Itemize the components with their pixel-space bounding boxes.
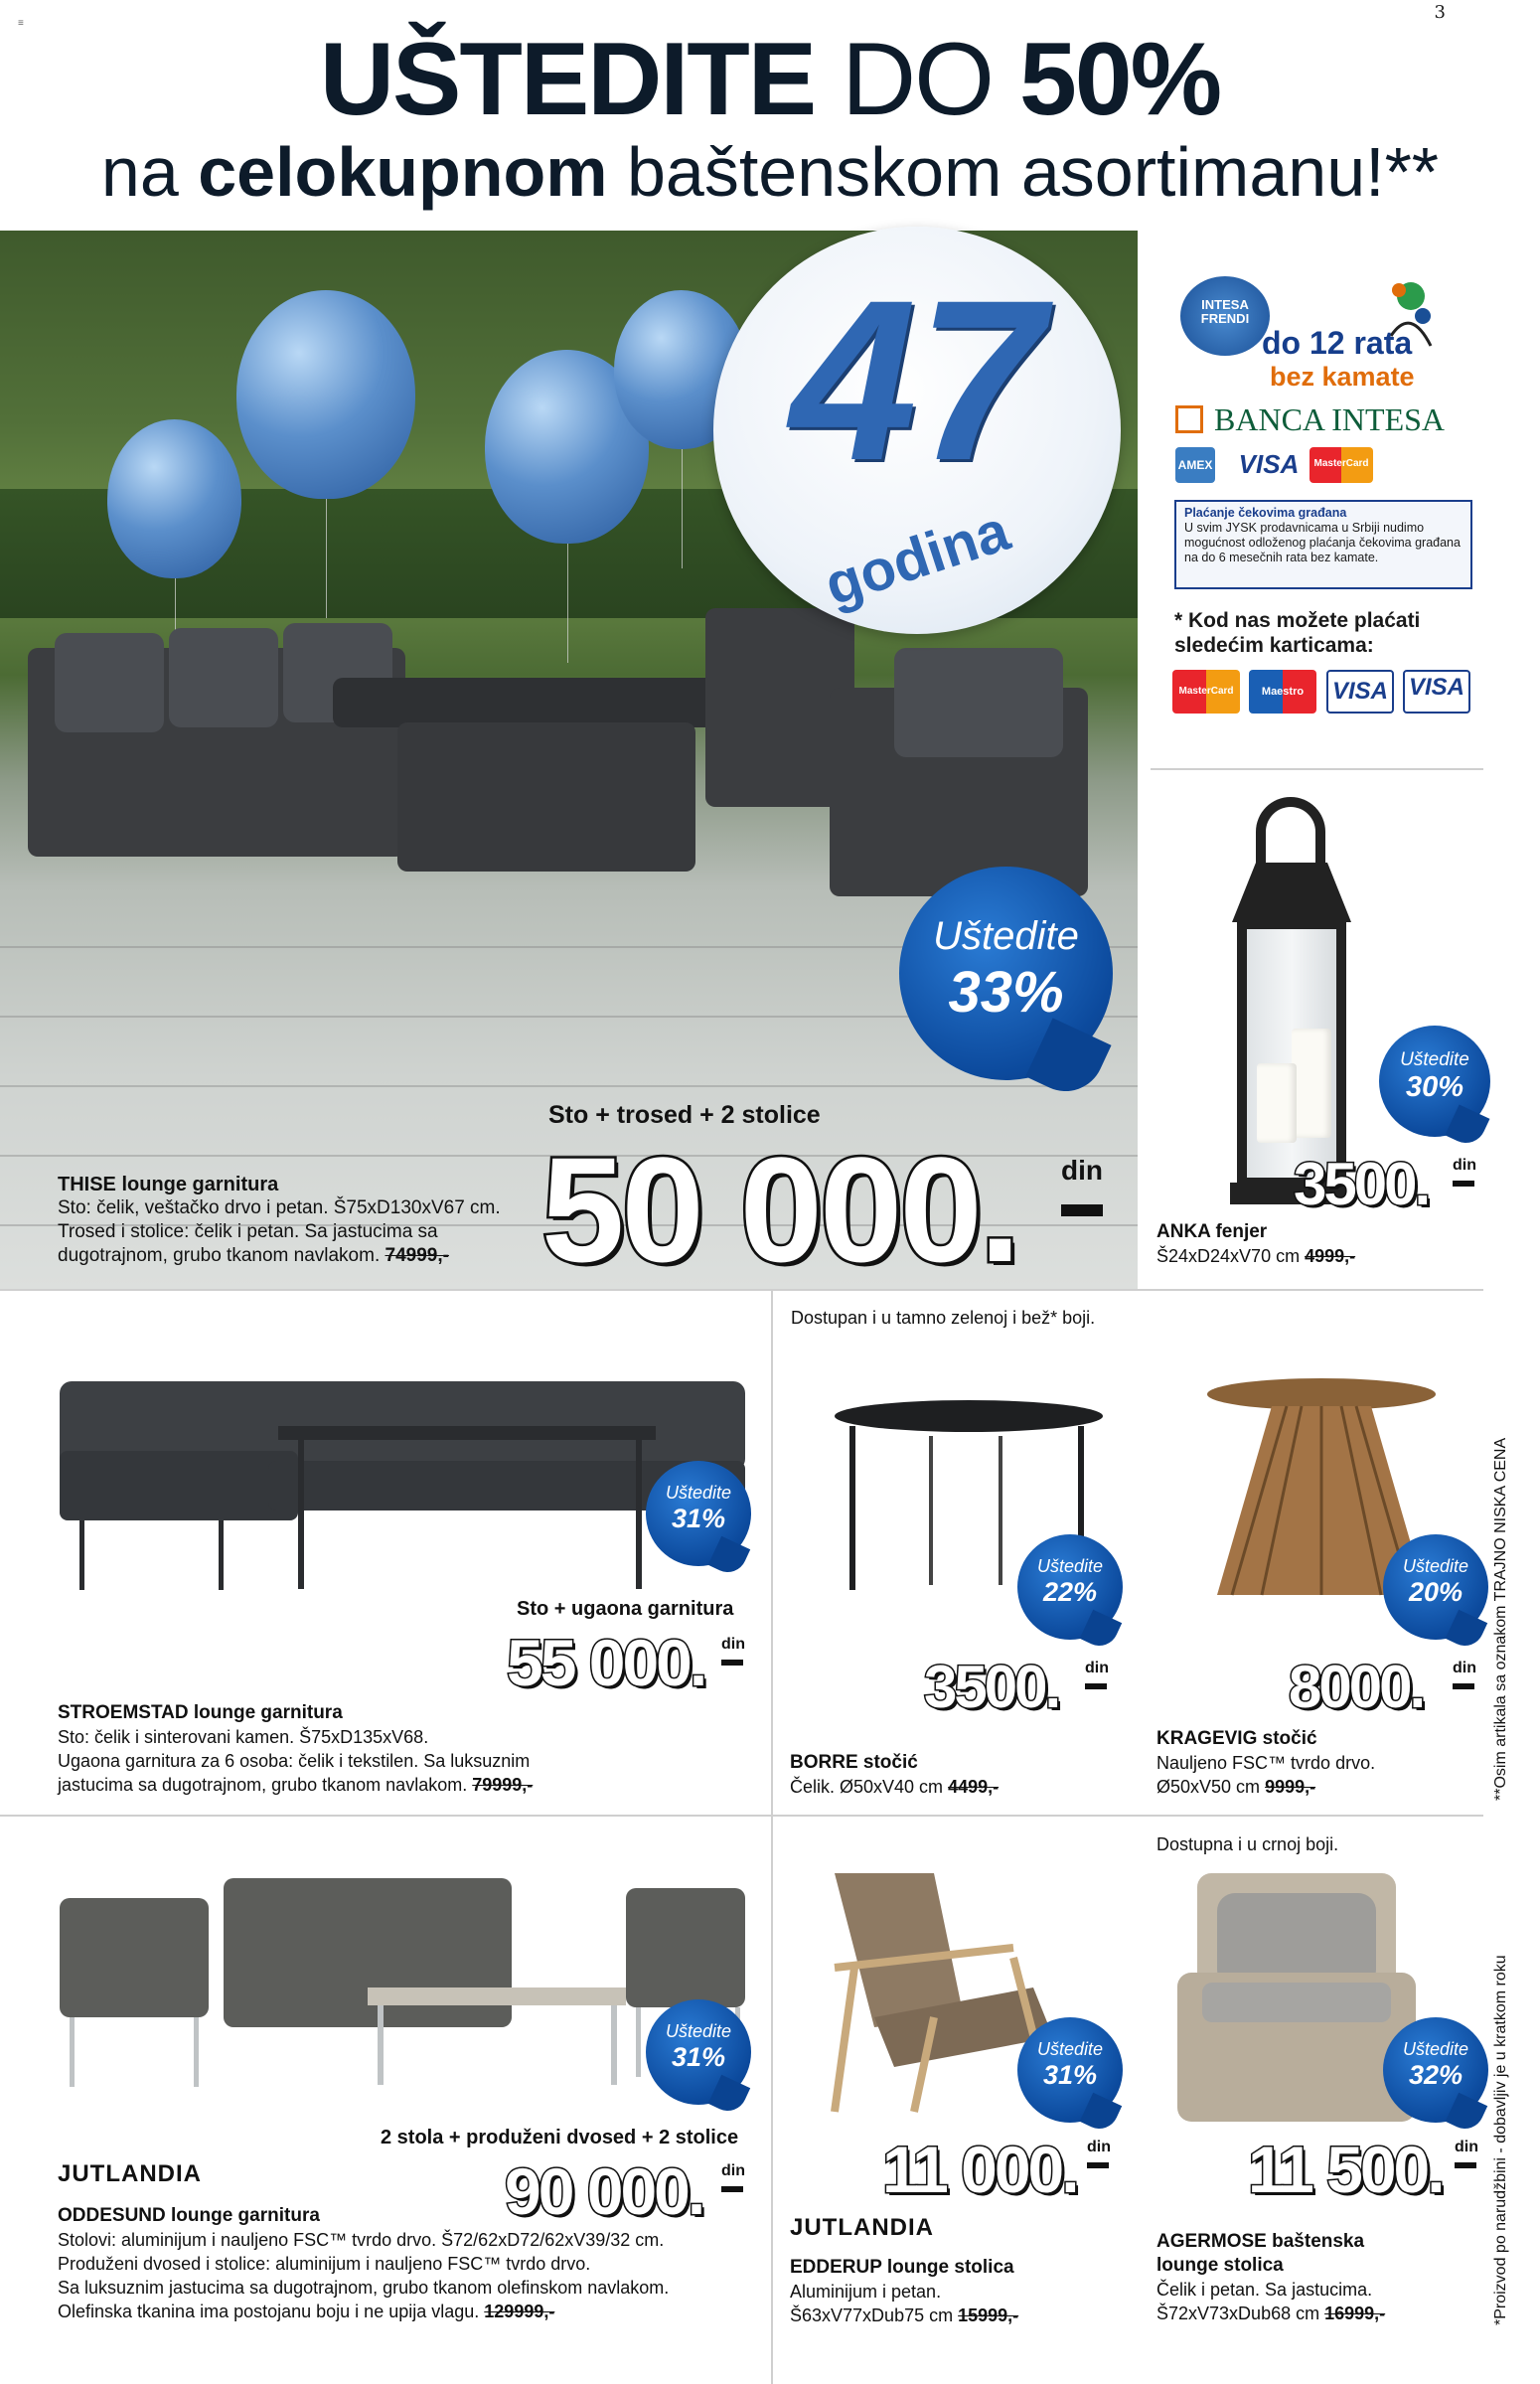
save-word: Uštedite xyxy=(665,1483,732,1503)
rate-line2: bez kamate xyxy=(1270,362,1415,392)
save-bubble-agermose xyxy=(1383,2017,1488,2123)
agermose-title-2: lounge stolica xyxy=(1156,2255,1284,2276)
save-word: Uštedite xyxy=(1400,1049,1469,1070)
save-bubble-oddesund xyxy=(646,1999,751,2105)
stroemstad-price: 55 000. xyxy=(507,1626,705,1699)
cushion xyxy=(894,648,1063,757)
save-bubble-borre xyxy=(1017,1534,1123,1640)
save-pct: 20% xyxy=(1408,1577,1463,1607)
maestro-card-icon: Maestro xyxy=(1249,670,1316,714)
edderup-price: 11 000. xyxy=(882,2133,1077,2206)
cushion xyxy=(55,633,164,732)
currency-bar xyxy=(1087,2162,1109,2168)
balloon xyxy=(107,419,241,578)
stroemstad-title: STROEMSTAD lounge garnitura xyxy=(58,1702,343,1723)
hero-set-label: Sto + trosed + 2 stolice xyxy=(548,1101,821,1129)
agermose-old-price: 16999,- xyxy=(1324,2304,1386,2323)
oddesund-currency: din xyxy=(721,2162,745,2179)
anka-title: ANKA fenjer xyxy=(1156,1221,1268,1242)
save-bubble-stroemstad xyxy=(646,1461,751,1566)
currency-bar xyxy=(721,1660,743,1666)
mastercard-icon: MasterCard xyxy=(1172,670,1240,714)
agermose-desc-2: Š72xV73xDub68 cm xyxy=(1156,2304,1320,2323)
stroemstad-image xyxy=(60,1361,745,1600)
oddesund-desc-1: Stolovi: aluminijum i nauljeno FSC™ tvrdo drvo. Š72/62xD72/62xV39/32 cm. xyxy=(58,2230,665,2250)
cheque-payment-box xyxy=(1174,500,1472,589)
oddesund-set-label: 2 stola + produženi dvosed + 2 stolice xyxy=(381,2127,739,2148)
borre-desc: Čelik. Ø50xV40 cm xyxy=(790,1777,944,1797)
cushion xyxy=(169,628,278,727)
headline2-post: baštenskom asortimanu!** xyxy=(626,133,1440,211)
edderup-desc-1: Aluminijum i petan. xyxy=(790,2282,942,2302)
agermose-price: 11 500. xyxy=(1248,2133,1443,2206)
installments-text xyxy=(1262,326,1415,394)
currency-bar xyxy=(1453,1181,1474,1187)
agermose-desc-1: Čelik i petan. Sa jastucima. xyxy=(1156,2280,1373,2300)
divider xyxy=(771,1289,773,2384)
save-bubble-edderup xyxy=(1017,2017,1123,2123)
anka-text xyxy=(1156,1220,1355,1268)
hero-title: THISE lounge garnitura xyxy=(58,1174,279,1195)
save-word: Uštedite xyxy=(1036,1556,1104,1576)
anka-currency: din xyxy=(1453,1157,1476,1174)
oddesund-price: 90 000. xyxy=(505,2154,703,2228)
stroemstad-text xyxy=(58,1701,533,1797)
cards-note xyxy=(1174,608,1420,658)
balloon xyxy=(236,290,415,499)
save-bubble-anka xyxy=(1379,1026,1490,1137)
candle xyxy=(1292,1029,1331,1138)
hero-price: 50 000. xyxy=(541,1126,1018,1289)
currency-bar xyxy=(1453,1683,1474,1689)
lantern-handle xyxy=(1256,797,1325,867)
intesa-frendi-logo: INTESA FRENDI xyxy=(1180,276,1270,356)
headline-light: DO xyxy=(842,22,994,137)
amex-card-icon: AMEX xyxy=(1175,447,1215,483)
anka-desc: Š24xD24xV70 cm xyxy=(1156,1246,1301,1266)
hero-currency: din xyxy=(1061,1155,1103,1186)
edderup-title: EDDERUP lounge stolica xyxy=(790,2257,1014,2278)
kragevig-old-price: 9999,- xyxy=(1265,1777,1316,1797)
visa-card-icon: VISA xyxy=(1326,670,1394,714)
agermose-text xyxy=(1156,2230,1385,2325)
edderup-desc-2: Š63xV77xDub75 cm xyxy=(790,2305,954,2325)
currency-bar xyxy=(721,2186,743,2192)
save-word: Uštedite xyxy=(1402,1556,1469,1576)
lantern-cap xyxy=(1232,863,1351,922)
stroemstad-set-label: Sto + ugaona garnitura xyxy=(517,1598,734,1620)
rate-line1: do 12 rata xyxy=(1262,325,1413,361)
save-pct: 33% xyxy=(948,960,1064,1025)
headline2-pre: na xyxy=(100,133,179,211)
borre-title: BORRE stočić xyxy=(790,1752,918,1773)
save-pct: 31% xyxy=(1042,2060,1098,2090)
hero-desc-3: dugotrajnom, grubo tkanom navlakom. xyxy=(58,1245,381,1266)
hero-desc-1: Sto: čelik, veštačko drvo i petan. Š75xD130xV67 cm. xyxy=(58,1197,501,1218)
kragevig-title: KRAGEVIG stočić xyxy=(1156,1728,1317,1749)
oddesund-brand: JUTLANDIA xyxy=(58,2160,202,2187)
headline-line1 xyxy=(0,22,1540,137)
candle xyxy=(1257,1063,1297,1143)
headline2-bold: celokupnom xyxy=(198,133,608,211)
badge-word: godina xyxy=(817,498,1017,618)
anniversary-badge xyxy=(713,227,1121,634)
save-pct: 31% xyxy=(671,2042,726,2072)
stroemstad-old-price: 79999,- xyxy=(472,1775,534,1795)
hero-old-price: 74999,- xyxy=(385,1245,449,1266)
edderup-old-price: 15999,- xyxy=(958,2305,1019,2325)
save-word: Uštedite xyxy=(1036,2039,1104,2059)
hero-desc-2: Trosed i stolice: čelik i petan. Sa jastucima sa xyxy=(58,1221,438,1242)
divider xyxy=(0,1289,1483,1291)
agermose-image xyxy=(1177,1873,1416,2132)
oddesund-desc-3: Sa luksuznim jastucima sa dugotrajnom, grubo tkanom olefinskom navlakom. xyxy=(58,2278,670,2298)
save-word: Uštedite xyxy=(665,2021,732,2041)
cheque-box-title: Plaćanje čekovima građana xyxy=(1184,506,1347,520)
mastercard-icon: MasterCard xyxy=(1309,447,1373,483)
stroemstad-desc-1: Sto: čelik i sinterovani kamen. Š75xD135xV68. xyxy=(58,1727,429,1747)
table-top xyxy=(333,678,770,727)
save-pct: 32% xyxy=(1408,2060,1463,2090)
borre-old-price: 4499,- xyxy=(948,1777,1000,1797)
edderup-currency: din xyxy=(1087,2139,1111,2155)
stroemstad-desc-3: jastucima sa dugotrajnom, grubo tkanom navlakom. xyxy=(58,1775,468,1795)
divider xyxy=(1151,768,1483,770)
save-word: Uštedite xyxy=(933,914,1079,958)
banca-intesa-icon xyxy=(1175,405,1203,433)
stroemstad-desc-2: Ugaona garnitura za 6 osoba: čelik i tekstilen. Sa luksuznim xyxy=(58,1751,531,1771)
visa-electron-card-icon: VISA xyxy=(1403,670,1470,714)
borre-currency: din xyxy=(1085,1660,1109,1676)
kragevig-desc-1: Nauljeno FSC™ tvrdo drvo. xyxy=(1156,1753,1376,1773)
cards-note-1: * Kod nas možete plaćati xyxy=(1174,609,1421,632)
oddesund-image xyxy=(60,1878,745,2097)
oddesund-text xyxy=(58,2204,669,2323)
table-base xyxy=(397,722,695,872)
hero-description xyxy=(58,1173,501,1268)
save-word: Uštedite xyxy=(1402,2039,1469,2059)
visa-card-icon: VISA xyxy=(1232,447,1306,483)
kragevig-text xyxy=(1156,1727,1375,1799)
banca-intesa-name: BANCA INTESA xyxy=(1214,401,1446,437)
stroemstad-currency: din xyxy=(721,1636,745,1653)
borre-note: Dostupan i u tamno zelenoj i bež* boji. xyxy=(791,1308,1096,1328)
oddesund-old-price: 129999,- xyxy=(484,2302,555,2321)
oddesund-desc-2: Produženi dvosed i stolice: aluminijum i nauljeno FSC™ tvrdo drvo. xyxy=(58,2254,591,2274)
agermose-currency: din xyxy=(1455,2139,1478,2155)
borre-text xyxy=(790,1751,999,1799)
divider xyxy=(0,1815,1483,1817)
side-note-2: *Proizvod po narudžbini - dobavljiv je u kratkom roku xyxy=(1492,1955,1509,2325)
oddesund-desc-4: Olefinska tkanina ima postojanu boju i ne upija vlagu. xyxy=(58,2302,480,2321)
currency-bar xyxy=(1061,1204,1103,1216)
currency-bar xyxy=(1455,2162,1476,2168)
kragevig-desc-2: Ø50xV50 cm xyxy=(1156,1777,1261,1797)
side-note-1: **Osim artikala sa oznakom TRAJNO NISKA CENA xyxy=(1492,1437,1509,1801)
page-number: 3 xyxy=(1434,2,1446,23)
cheque-box-text: U svim JYSK prodavnicama u Srbiji nudimo mogućnost odloženog plaćanja čekovima građana na do 6 mesečnih rata bez kamate. xyxy=(1184,521,1461,564)
deck-line xyxy=(0,1085,1138,1087)
oddesund-title: ODDESUND lounge garnitura xyxy=(58,2205,320,2226)
save-bubble-kragevig xyxy=(1383,1534,1488,1640)
kragevig-currency: din xyxy=(1453,1660,1476,1676)
agermose-note: Dostupna i u crnoj boji. xyxy=(1156,1834,1339,1854)
currency-bar xyxy=(1085,1683,1107,1689)
edderup-brand: JUTLANDIA xyxy=(790,2214,934,2241)
save-bubble-hero xyxy=(899,867,1113,1080)
anka-price: 3500. xyxy=(1294,1151,1429,1217)
corner-mark: ≡ xyxy=(18,18,24,29)
edderup-text xyxy=(790,2256,1018,2327)
headline-line2 xyxy=(0,133,1540,211)
kragevig-price: 8000. xyxy=(1289,1654,1424,1720)
cards-note-2: sledećim karticama: xyxy=(1174,634,1374,657)
anka-old-price: 4999,- xyxy=(1305,1246,1356,1266)
headline-pct: 50% xyxy=(1018,22,1221,137)
agermose-title: AGERMOSE baštenska xyxy=(1156,2231,1365,2252)
headline-bold: UŠTEDITE xyxy=(319,22,816,137)
save-pct: 30% xyxy=(1405,1071,1464,1103)
badge-number: 47 xyxy=(790,252,1044,508)
save-pct: 31% xyxy=(671,1504,726,1533)
borre-price: 3500. xyxy=(924,1654,1059,1720)
save-pct: 22% xyxy=(1042,1577,1098,1607)
